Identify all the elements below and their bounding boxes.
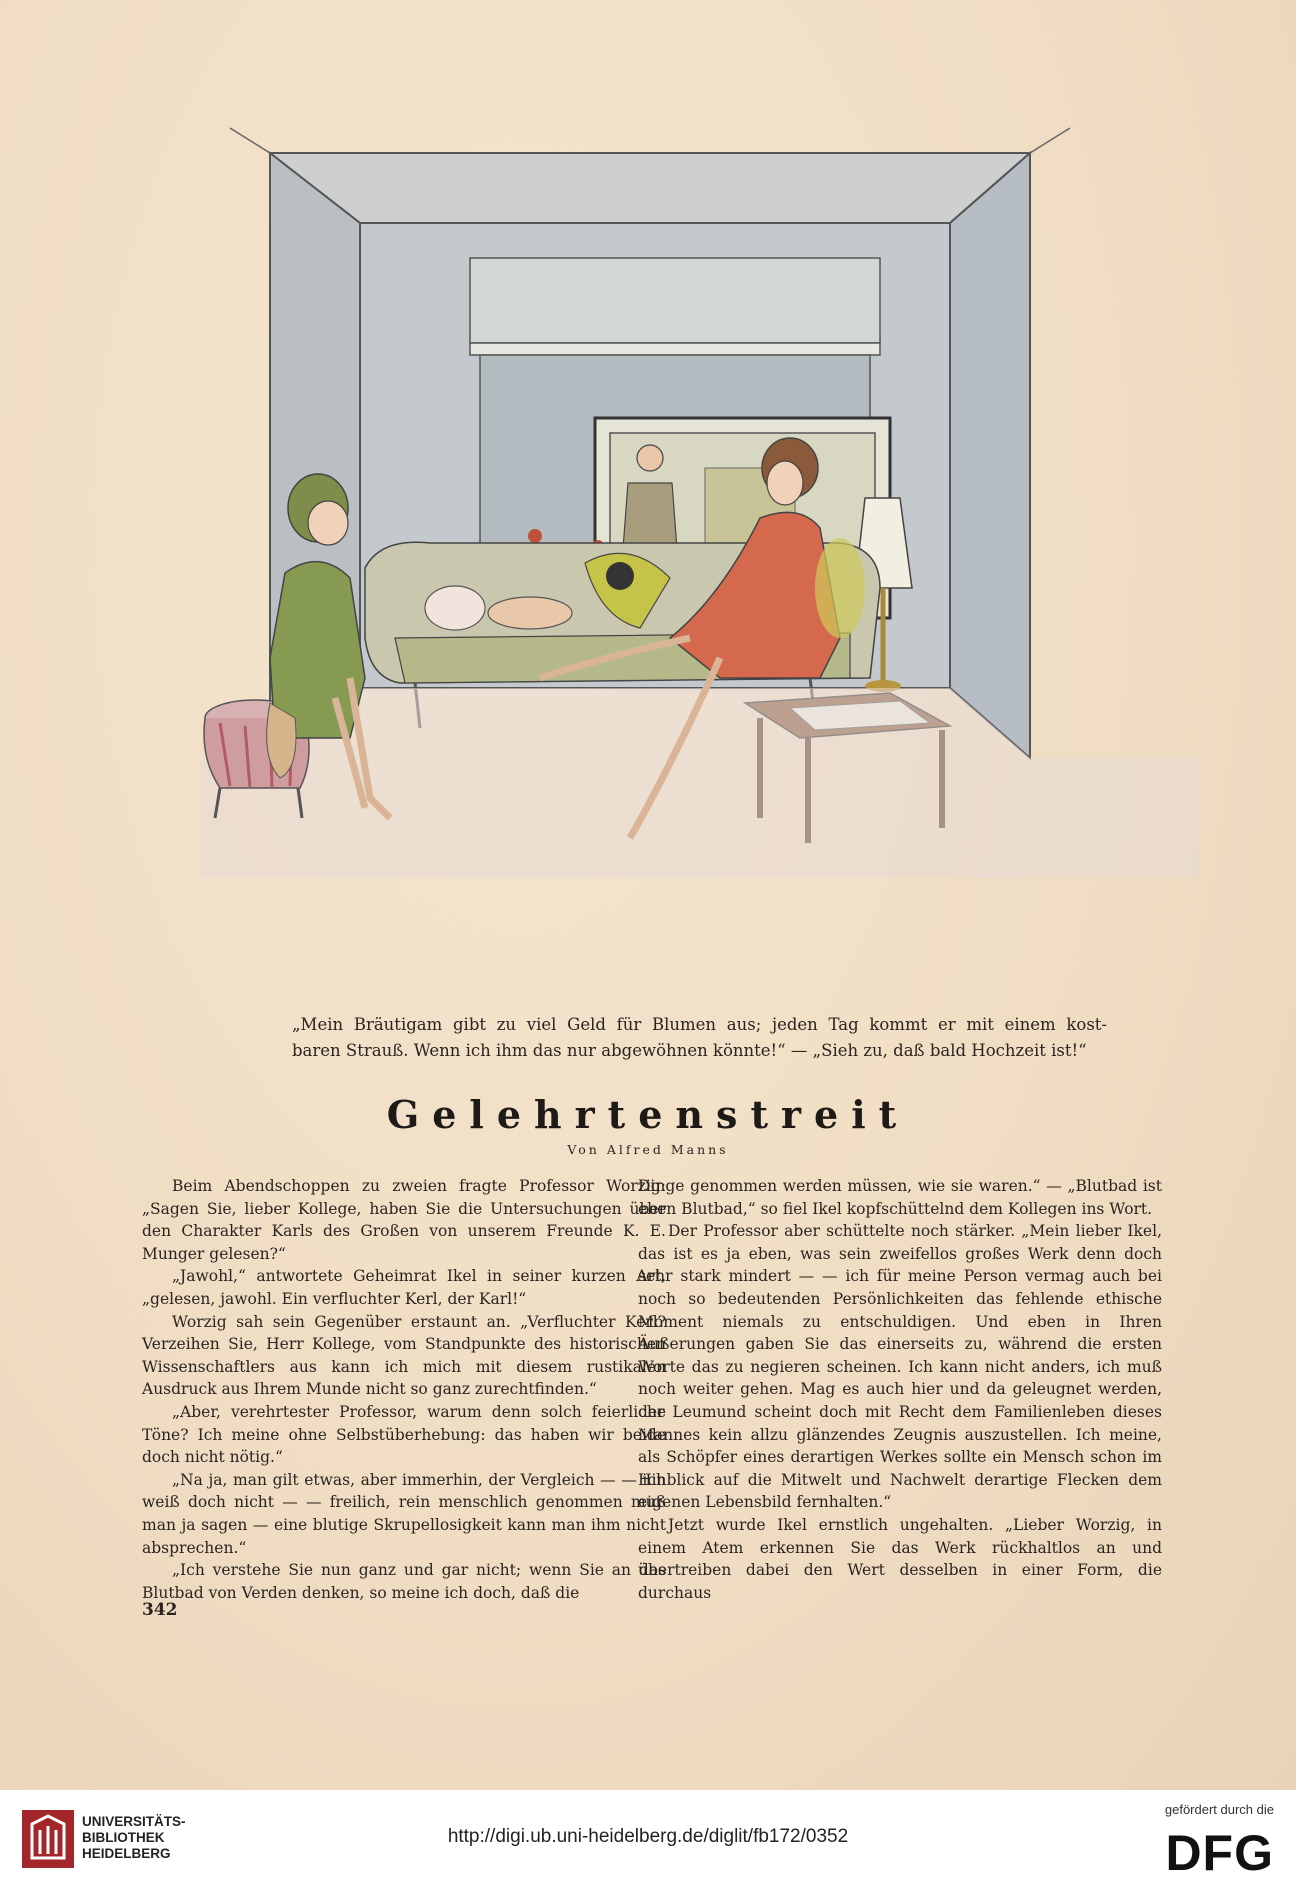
caption-line-1: „Mein Bräutigam gibt zu viel Geld für Blumen aus; jeden Tag kommt er mit einem kost- [292,1015,1107,1034]
article-byline: Von Alfred Manns [567,1142,729,1157]
dfg-logo: DFG [1165,1825,1274,1881]
paragraph: Worzig sah sein Gegenüber erstaunt an. „Verfluchter Kerl? Verzeihen Sie, Herr Kollege, vom Standpunkte des historischen Wissenschaftlers aus kann ich mich mit diesem rustikalen Ausdruck aus Ihrem Munde nicht so ganz zurechtfinden.“ [142,1312,666,1399]
paragraph: Beim Abendschoppen zu zweien fragte Professor Worzig: „Sagen Sie, lieber Kollege, haben Sie die Untersuchungen über den Charakter Karls des Großen von unserem Freunde K. E. Munger gelesen?“ [142,1177,666,1263]
salon-illustration [200,118,1200,1008]
article-title: Gelehrtenstreit [386,1092,910,1137]
text-column-right [638,1175,1162,1604]
permalink-url[interactable]: http://digi.ub.uni-heidelberg.de/diglit/fb172/0352 [447,1826,849,1847]
paragraph: Dinge genommen werden müssen, wie sie waren.“ — „Blutbad ist eben Blutbad,“ so fiel Ikel kopfschüttelnd dem Kollegen ins Wort. [638,1177,1162,1218]
text-column-left [142,1175,666,1604]
institution-line: BIBLIOTHEK [82,1830,165,1845]
paragraph: Der Professor aber schüttelte noch stärker. „Mein lieber Ikel, das ist es ja eben, was sein zweifellos großes Werk denn doch sehr stark mindert — — ich für meine Person vermag auch bei noch so bedeutenden Persönlichkeiten das fehlende ethische Moment niemals zu entschuldigen. Und eben in Ihren Äußerungen gaben Sie das einerseits zu, während die ersten Worte das zu negieren scheinen. Ich kann nicht anders, ich muß noch weiter gehen. Mag es auch hier und da geleugnet werden, der Leumund scheint doch mit Recht dem Familienleben dieses Mannes kein allzu glänzendes Zeugnis auszustellen. Ich meine, als Schöpfer eines derartigen Werkes sollte ein Mensch schon im Hinblick auf die Mitwelt und Nachwelt derartige Flecken dem eigenen Lebensbild fernhalten.“ [638,1222,1162,1512]
paragraph: „Ich verstehe Sie nun ganz und gar nicht; wenn Sie an das Blutbad von Verden denken, so meine ich doch, daß die [142,1561,666,1602]
institution-line: HEIDELBERG [82,1846,171,1861]
caption-line-2: baren Strauß. Wenn ich ihm das nur abgewöhnen könnte!“ — „Sieh zu, daß bald Hochzeit ist!“ [292,1041,1087,1060]
paragraph: „Na ja, man gilt etwas, aber immerhin, der Vergleich — — ich weiß doch nicht — — freilich, rein menschlich genommen muß man ja sagen — eine blutige Skrupellosigkeit kann man ihm nicht absprechen.“ [142,1470,666,1557]
paragraph: „Jawohl,“ antwortete Geheimrat Ikel in seiner kurzen Art, „gelesen, jawohl. Ein verfluchter Kerl, der Karl!“ [142,1267,666,1308]
paragraph: Jetzt wurde Ikel ernstlich ungehalten. „Lieber Worzig, in einem Atem erkennen Sie das Werk rückhaltlos an und übertreiben dabei den Wert desselben in einer Form, die durchaus [638,1515,1162,1602]
page-number: 342 [142,1600,178,1620]
paragraph: „Aber, verehrtester Professor, warum denn solch feierliche Töne? Ich meine ohne Selbstüberhebung: das haben wir beide doch nicht nötig.“ [142,1402,666,1467]
institution-line: UNIVERSITÄTS- [82,1814,186,1829]
digitization-footer [0,1790,1296,1886]
funded-by-label: gefördert durch die [1164,1802,1274,1817]
illustration-caption [292,1012,1107,1064]
